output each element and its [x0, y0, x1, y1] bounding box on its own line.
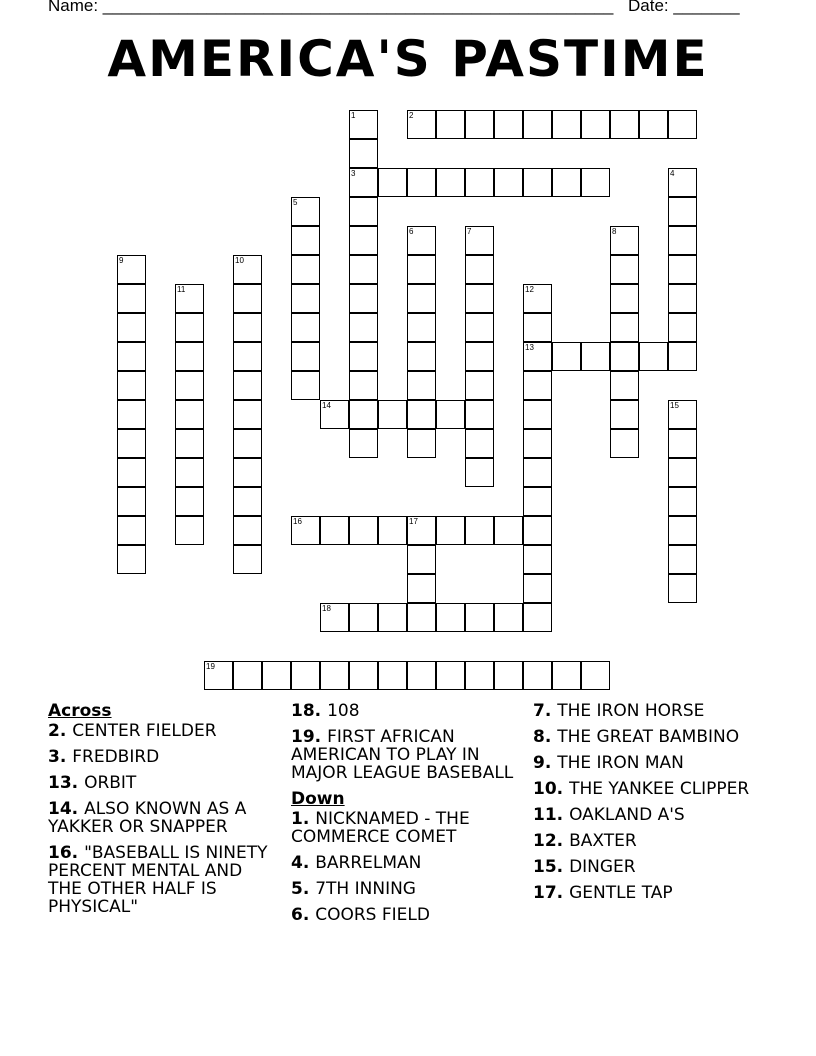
grid-cell[interactable] [523, 110, 552, 139]
clue-item-text: OAKLAND A'S [569, 805, 685, 825]
clue-item-text: THE IRON MAN [557, 753, 684, 773]
clue-item-number: 1 [291, 809, 303, 829]
grid-cell[interactable] [668, 516, 697, 545]
clue-item: 10. THE YANKEE CLIPPER [533, 779, 750, 799]
clue-item: 13. ORBIT [48, 773, 137, 793]
clue-item-number: 13 [48, 773, 72, 793]
clue-number: 4 [670, 169, 675, 178]
clue-item: 18. 108 [291, 701, 360, 721]
grid-cell[interactable] [668, 313, 697, 342]
grid-cell[interactable] [523, 545, 552, 574]
grid-cell[interactable] [349, 110, 378, 139]
clue-item: 16. "BASEBALL IS NINETY PERCENT MENTAL AND THE OTHER HALF IS PHYSICAL" [48, 843, 268, 917]
clue-item-number: 3 [48, 747, 60, 767]
grid-cell[interactable] [320, 661, 349, 690]
grid-cell[interactable] [436, 110, 465, 139]
clue-number: 17 [409, 517, 418, 526]
grid-cell[interactable] [494, 110, 523, 139]
grid-cell[interactable] [552, 661, 581, 690]
clue-item: 15. DINGER [533, 857, 636, 877]
clue-item-text: 7TH INNING [315, 879, 416, 899]
grid-cell[interactable] [175, 284, 204, 313]
grid-cell[interactable] [465, 516, 494, 545]
clue-item-text: 108 [327, 701, 360, 721]
grid-cell[interactable] [117, 400, 146, 429]
grid-cell[interactable] [378, 516, 407, 545]
grid-cell[interactable] [291, 255, 320, 284]
grid-cell[interactable] [233, 661, 262, 690]
clue-item-text: NICKNAMED - THE COMMERCE COMET [291, 809, 470, 847]
grid-cell[interactable] [349, 603, 378, 632]
clue-item: 14. ALSO KNOWN AS A YAKKER OR SNAPPER [48, 799, 247, 837]
grid-cell[interactable] [523, 371, 552, 400]
grid-cell[interactable] [494, 516, 523, 545]
grid-cell[interactable] [494, 603, 523, 632]
section-heading: Down [291, 789, 345, 809]
grid-cell[interactable] [407, 545, 436, 574]
clue-item: 2. CENTER FIELDER [48, 721, 217, 741]
clue-item: 6. COORS FIELD [291, 905, 430, 925]
grid-cell[interactable] [175, 516, 204, 545]
grid-cell[interactable] [465, 342, 494, 371]
grid-cell[interactable] [407, 168, 436, 197]
grid-cell[interactable] [552, 168, 581, 197]
grid-cell[interactable] [117, 458, 146, 487]
grid-cell[interactable] [610, 255, 639, 284]
puzzle-title: AMERICA'S PASTIME [107, 30, 709, 88]
grid-cell[interactable] [465, 284, 494, 313]
grid-cell[interactable] [668, 110, 697, 139]
grid-cell[interactable] [523, 661, 552, 690]
grid-cell[interactable] [291, 661, 320, 690]
grid-cell[interactable] [465, 400, 494, 429]
grid-cell[interactable] [407, 284, 436, 313]
grid-cell[interactable] [465, 661, 494, 690]
grid-cell[interactable] [639, 342, 668, 371]
grid-cell[interactable] [668, 168, 697, 197]
grid-cell[interactable] [117, 545, 146, 574]
clue-item: 5. 7TH INNING [291, 879, 416, 899]
grid-cell[interactable] [407, 342, 436, 371]
grid-cell[interactable] [407, 661, 436, 690]
grid-cell[interactable] [349, 168, 378, 197]
grid-cell[interactable] [610, 342, 639, 371]
clue-number: 16 [293, 517, 302, 526]
grid-cell[interactable] [552, 110, 581, 139]
grid-cell[interactable] [117, 429, 146, 458]
grid-cell[interactable] [465, 226, 494, 255]
grid-cell[interactable] [668, 197, 697, 226]
grid-cell[interactable] [581, 168, 610, 197]
grid-cell[interactable] [117, 371, 146, 400]
grid-cell[interactable] [639, 110, 668, 139]
grid-cell[interactable] [320, 400, 349, 429]
grid-cell[interactable] [494, 168, 523, 197]
date-field-label: Date: _______ [628, 0, 740, 15]
grid-cell[interactable] [349, 197, 378, 226]
grid-cell[interactable] [175, 429, 204, 458]
grid-cell[interactable] [233, 371, 262, 400]
grid-cell[interactable] [407, 603, 436, 632]
grid-cell[interactable] [291, 516, 320, 545]
grid-cell[interactable] [523, 313, 552, 342]
clue-number: 18 [322, 604, 331, 613]
grid-cell[interactable] [581, 110, 610, 139]
grid-cell[interactable] [465, 371, 494, 400]
clue-item-number: 9 [533, 753, 545, 773]
grid-cell[interactable] [175, 313, 204, 342]
clue-number: 10 [235, 256, 244, 265]
grid-cell[interactable] [668, 458, 697, 487]
grid-cell[interactable] [523, 284, 552, 313]
grid-cell[interactable] [436, 516, 465, 545]
grid-cell[interactable] [523, 342, 552, 371]
grid-cell[interactable] [581, 342, 610, 371]
clue-column-1 [48, 702, 278, 924]
grid-cell[interactable] [668, 284, 697, 313]
grid-cell[interactable] [523, 458, 552, 487]
grid-cell[interactable] [291, 313, 320, 342]
grid-cell[interactable] [668, 342, 697, 371]
grid-cell[interactable] [291, 371, 320, 400]
clue-number: 8 [612, 227, 617, 236]
grid-cell[interactable] [465, 110, 494, 139]
grid-cell[interactable] [523, 603, 552, 632]
clue-item-text: THE YANKEE CLIPPER [569, 779, 750, 799]
grid-cell[interactable] [610, 284, 639, 313]
grid-cell[interactable] [407, 400, 436, 429]
clue-item-text: "BASEBALL IS NINETY PERCENT MENTAL AND THE OTHER HALF IS PHYSICAL" [48, 843, 268, 917]
grid-cell[interactable] [465, 168, 494, 197]
clue-item-text: CENTER FIELDER [72, 721, 217, 741]
clue-item-text: FIRST AFRICAN AMERICAN TO PLAY IN MAJOR LEAGUE BASEBALL [291, 727, 514, 783]
grid-cell[interactable] [349, 371, 378, 400]
grid-cell[interactable] [349, 139, 378, 168]
grid-cell[interactable] [204, 661, 233, 690]
grid-cell[interactable] [349, 226, 378, 255]
clue-item-text: DINGER [569, 857, 636, 877]
grid-cell[interactable] [233, 516, 262, 545]
grid-cell[interactable] [233, 284, 262, 313]
grid-cell[interactable] [465, 313, 494, 342]
grid-cell[interactable] [233, 429, 262, 458]
grid-cell[interactable] [175, 487, 204, 516]
grid-cell[interactable] [610, 371, 639, 400]
clue-item-text: FREDBIRD [72, 747, 160, 767]
clue-item-number: 19 [291, 727, 315, 747]
grid-cell[interactable] [320, 516, 349, 545]
grid-cell[interactable] [378, 400, 407, 429]
grid-cell[interactable] [349, 516, 378, 545]
grid-cell[interactable] [668, 400, 697, 429]
clue-item-number: 7 [533, 701, 545, 721]
grid-cell[interactable] [610, 429, 639, 458]
clue-item: 9. THE IRON MAN [533, 753, 684, 773]
clue-item-text: THE IRON HORSE [557, 701, 705, 721]
grid-cell[interactable] [378, 168, 407, 197]
clue-item-number: 2 [48, 721, 60, 741]
grid-cell[interactable] [233, 458, 262, 487]
clue-number: 12 [525, 285, 534, 294]
grid-cell[interactable] [610, 110, 639, 139]
clue-item: 11. OAKLAND A'S [533, 805, 685, 825]
grid-cell[interactable] [407, 313, 436, 342]
clue-item: 19. FIRST AFRICAN AMERICAN TO PLAY IN MAJOR LEAGUE BASEBALL [291, 727, 514, 783]
clue-column-3 [533, 702, 763, 910]
clue-number: 6 [409, 227, 414, 236]
clue-number: 3 [351, 169, 356, 178]
grid-cell[interactable] [523, 516, 552, 545]
clue-number: 9 [119, 256, 124, 265]
grid-cell[interactable] [117, 313, 146, 342]
grid-cell[interactable] [523, 429, 552, 458]
clue-number: 15 [670, 401, 679, 410]
grid-cell[interactable] [407, 226, 436, 255]
grid-cell[interactable] [291, 197, 320, 226]
grid-cell[interactable] [378, 603, 407, 632]
clue-item: 12. BAXTER [533, 831, 637, 851]
grid-cell[interactable] [349, 400, 378, 429]
clue-item-number: 6 [291, 905, 303, 925]
grid-cell[interactable] [233, 313, 262, 342]
grid-cell[interactable] [349, 284, 378, 313]
grid-cell[interactable] [233, 400, 262, 429]
clue-item: 7. THE IRON HORSE [533, 701, 705, 721]
grid-cell[interactable] [378, 661, 407, 690]
grid-cell[interactable] [349, 661, 378, 690]
grid-cell[interactable] [465, 458, 494, 487]
grid-cell[interactable] [233, 255, 262, 284]
grid-cell[interactable] [668, 487, 697, 516]
grid-cell[interactable] [436, 168, 465, 197]
grid-cell[interactable] [523, 574, 552, 603]
clue-item: 3. FREDBIRD [48, 747, 160, 767]
grid-cell[interactable] [523, 168, 552, 197]
grid-cell[interactable] [465, 255, 494, 284]
grid-cell[interactable] [291, 342, 320, 371]
section-heading: Across [48, 701, 112, 721]
grid-cell[interactable] [233, 342, 262, 371]
grid-cell[interactable] [610, 313, 639, 342]
grid-cell[interactable] [465, 429, 494, 458]
grid-cell[interactable] [262, 661, 291, 690]
clue-item-number: 18 [291, 701, 315, 721]
grid-cell[interactable] [407, 429, 436, 458]
clue-item-text: BARRELMAN [315, 853, 422, 873]
clue-item: 4. BARRELMAN [291, 853, 422, 873]
grid-cell[interactable] [523, 487, 552, 516]
grid-cell[interactable] [407, 255, 436, 284]
grid-cell[interactable] [291, 284, 320, 313]
grid-cell[interactable] [668, 429, 697, 458]
grid-cell[interactable] [581, 661, 610, 690]
grid-cell[interactable] [610, 400, 639, 429]
grid-cell[interactable] [436, 400, 465, 429]
grid-cell[interactable] [668, 545, 697, 574]
grid-cell[interactable] [610, 226, 639, 255]
grid-cell[interactable] [436, 603, 465, 632]
grid-cell[interactable] [175, 400, 204, 429]
grid-cell[interactable] [465, 603, 494, 632]
grid-cell[interactable] [320, 603, 349, 632]
clue-number: 19 [206, 662, 215, 671]
clue-item-number: 16 [48, 843, 72, 863]
clue-item-text: ORBIT [84, 773, 137, 793]
clue-number: 13 [525, 343, 534, 352]
grid-cell[interactable] [349, 342, 378, 371]
clue-item-number: 4 [291, 853, 303, 873]
clue-item-number: 15 [533, 857, 557, 877]
clue-item-text: BAXTER [569, 831, 637, 851]
clue-number: 7 [467, 227, 472, 236]
name-field-label: Name: ______________________________________________________ [48, 0, 614, 15]
grid-cell[interactable] [349, 429, 378, 458]
clue-item-text: ALSO KNOWN AS A YAKKER OR SNAPPER [48, 799, 247, 837]
clue-item-number: 14 [48, 799, 72, 819]
clue-column-2 [291, 702, 521, 932]
grid-cell[interactable] [407, 110, 436, 139]
clue-item-text: GENTLE TAP [569, 883, 673, 903]
grid-cell[interactable] [494, 661, 523, 690]
clue-number: 1 [351, 111, 356, 120]
clue-item: 17. GENTLE TAP [533, 883, 673, 903]
grid-cell[interactable] [407, 371, 436, 400]
clue-item-number: 5 [291, 879, 303, 899]
grid-cell[interactable] [117, 284, 146, 313]
clue-item: 1. NICKNAMED - THE COMMERCE COMET [291, 809, 470, 847]
clue-item-number: 10 [533, 779, 557, 799]
grid-cell[interactable] [349, 255, 378, 284]
clue-number: 2 [409, 111, 414, 120]
grid-cell[interactable] [407, 516, 436, 545]
clue-item-number: 12 [533, 831, 557, 851]
grid-cell[interactable] [117, 487, 146, 516]
grid-cell[interactable] [349, 313, 378, 342]
clue-item-text: THE GREAT BAMBINO [557, 727, 740, 747]
grid-cell[interactable] [175, 371, 204, 400]
clue-number: 14 [322, 401, 331, 410]
grid-cell[interactable] [291, 226, 320, 255]
clue-item-number: 11 [533, 805, 557, 825]
grid-cell[interactable] [552, 342, 581, 371]
grid-cell[interactable] [668, 255, 697, 284]
grid-cell[interactable] [436, 661, 465, 690]
clue-item: 8. THE GREAT BAMBINO [533, 727, 740, 747]
grid-cell[interactable] [117, 516, 146, 545]
grid-cell[interactable] [233, 487, 262, 516]
clue-item-number: 17 [533, 883, 557, 903]
grid-cell[interactable] [407, 574, 436, 603]
clue-number: 11 [177, 285, 186, 294]
grid-cell[interactable] [233, 545, 262, 574]
grid-cell[interactable] [175, 342, 204, 371]
grid-cell[interactable] [117, 342, 146, 371]
grid-cell[interactable] [668, 574, 697, 603]
grid-cell[interactable] [175, 458, 204, 487]
clue-item-number: 8 [533, 727, 545, 747]
grid-cell[interactable] [117, 255, 146, 284]
clue-number: 5 [293, 198, 298, 207]
clue-item-text: COORS FIELD [315, 905, 430, 925]
grid-cell[interactable] [668, 226, 697, 255]
grid-cell[interactable] [523, 400, 552, 429]
